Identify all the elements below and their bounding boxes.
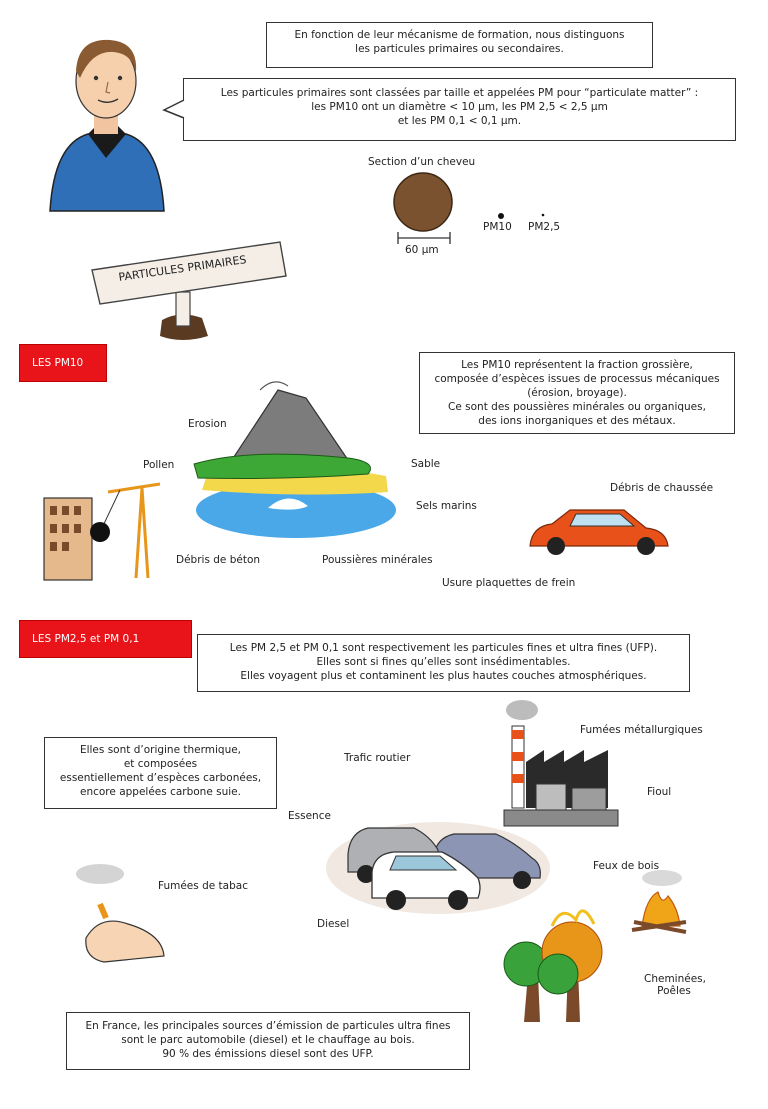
label-chaussee: Débris de chaussée: [610, 482, 714, 494]
label-poussieres: Poussières minérales: [322, 554, 433, 566]
sign-post: [90, 240, 290, 350]
intro-box-1: En fonction de leur mécanisme de formation, nous distinguons les particules primaires ou secondaires.: [266, 22, 653, 68]
sign-text: PARTICULES PRIMAIRES: [117, 253, 248, 284]
pm10-tag: LES PM10: [19, 344, 107, 382]
label-fumees-metal: Fumées métallurgiques: [580, 724, 703, 736]
pm10-scale-label: PM10: [483, 221, 512, 233]
hair-size: 60 µm: [405, 244, 439, 256]
label-frein: Usure plaquettes de frein: [442, 577, 576, 589]
intro-box-2: Les particules primaires sont classées par taille et appelées PM pour “particulate matter” : les PM10 ont un diamètre < 10 µm, les PM 2,5 < 2,5 µm et les PM 0,1 < 0,1 µm.: [183, 78, 736, 141]
factory-illustration: [500, 700, 620, 828]
origin-box: Elles sont d’origine thermique, et composées essentiellement d’espèces carbonées, encore appelées carbone suie.: [44, 737, 277, 809]
conclusion-box: En France, les principales sources d’émission de particules ultra fines sont le parc automobile (diesel) et le chauffage au bois. 90 % des émissions diesel sont des UFP.: [66, 1012, 470, 1070]
pm25-scale-label: PM2,5: [528, 221, 561, 233]
speech-tail: [162, 100, 186, 120]
label-feux: Feux de bois: [593, 860, 660, 872]
pm25-description: Les PM 2,5 et PM 0,1 sont respectivement les particules fines et ultra fines (UFP). Elles sont si fines qu’elles sont insédimentables. Elles voyagent plus et contaminent les plus hautes couches atmosphériques.: [197, 634, 690, 692]
label-beton: Débris de béton: [176, 554, 261, 566]
orange-car-illustration: [520, 506, 680, 558]
hair-section: [393, 172, 463, 252]
island-illustration: [188, 380, 398, 540]
label-sels-marins: Sels marins: [416, 500, 477, 512]
campfire-illustration: [628, 868, 690, 938]
label-fioul: Fioul: [647, 786, 672, 798]
label-pollen: Pollen: [143, 459, 175, 471]
man-illustration: [40, 26, 170, 211]
pm25-tag: LES PM2,5 et PM 0,1: [19, 620, 192, 658]
label-cheminees: Cheminées, Poêles: [644, 973, 706, 997]
label-erosion: Erosion: [188, 418, 227, 430]
label-tabac: Fumées de tabac: [158, 880, 248, 892]
cigarette-hand-illustration: [70, 862, 170, 964]
burning-trees-illustration: [496, 900, 616, 1024]
label-essence: Essence: [288, 810, 331, 822]
label-trafic: Trafic routier: [344, 752, 411, 764]
pm10-description: Les PM10 représentent la fraction grossière, composée d’espèces issues de processus mécaniques (érosion, broyage). Ce sont des poussières minérales ou organiques, des ions inorganiques et des métaux.: [419, 352, 735, 434]
label-diesel: Diesel: [317, 918, 350, 930]
hair-label: Section d’un cheveu: [368, 156, 476, 168]
demolition-illustration: [40, 482, 165, 584]
label-sable: Sable: [411, 458, 441, 470]
